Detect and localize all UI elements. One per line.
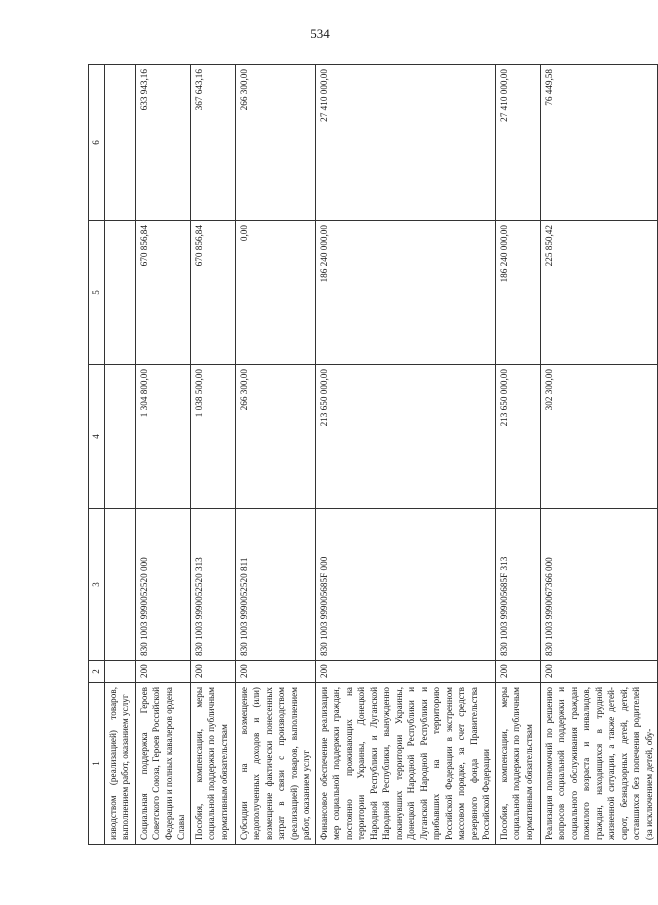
row-group-cell: 200 [190, 661, 235, 683]
page-number: 534 [310, 26, 330, 41]
row-assigned-cell: 213 650 000,00 [315, 365, 495, 509]
row-executed-cell: 670 856,84 [190, 221, 235, 365]
row-assigned-cell: 1 038 500,00 [190, 365, 235, 509]
row-remaining-cell: 27 410 000,00 [315, 65, 495, 221]
row-remaining-cell [104, 65, 135, 221]
row-group-cell [104, 661, 135, 683]
table-row [495, 65, 540, 845]
row-code-cell: 830 1003 9990052520 313 [190, 509, 235, 661]
row-executed-cell: 186 240 000,00 [315, 221, 495, 365]
column-header-2: 2 [89, 661, 105, 683]
table-row [104, 65, 135, 845]
row-code-cell: 830 1003 9990052520 000 [135, 509, 190, 661]
row-executed-cell: 186 240 000,00 [495, 221, 540, 365]
row-name-cell: Социальная поддержка Героев Советского Союза, Героев Российской Федерации и полных кавалеров ордена Славы [135, 683, 190, 845]
row-group-cell: 200 [315, 661, 495, 683]
table-row [190, 65, 235, 845]
row-remaining-cell: 266 300,00 [235, 65, 315, 221]
row-remaining-cell: 367 643,16 [190, 65, 235, 221]
row-name-cell: Пособия, компенсации, меры социальной поддержки по публичным нормативным обязательствам [495, 683, 540, 845]
table-row [235, 65, 315, 845]
row-code-cell: 830 1003 999005685F 313 [495, 509, 540, 661]
column-header-3: 3 [89, 509, 105, 661]
row-executed-cell [104, 221, 135, 365]
budget-execution-table [88, 64, 658, 845]
row-group-cell: 200 [540, 661, 658, 683]
row-assigned-cell [104, 365, 135, 509]
row-code-cell [104, 509, 135, 661]
column-header-1: 1 [89, 683, 105, 845]
column-header-6: 6 [89, 65, 105, 221]
table-row [315, 65, 495, 845]
row-remaining-cell: 76 449,58 [540, 65, 658, 221]
row-name-cell: Субсидии на возмещение недополученных доходов и (или) возмещение фактически понесенных затрат в связи с производством (реализацией) товаров, выполнением работ, оказанием услуг [235, 683, 315, 845]
row-name-cell: Финансовое обеспечение реализации мер социальной поддержки граждан, постоянно проживающих на территории Украины, Донецкой Народной Республики и Луганской Народной Республики, вынужденно покинувших территории Украины, Донецкой Народной Республики и Луганской Народной Республики и прибывших на территорию Российской Федерации в экстренном массовом порядке, за счет средств резервного фонда Правительства Российской Федерации [315, 683, 495, 845]
row-code-cell: 830 1003 9990067366 000 [540, 509, 658, 661]
row-code-cell: 830 1003 999005685F 000 [315, 509, 495, 661]
row-executed-cell: 670 856,84 [135, 221, 190, 365]
column-header-4: 4 [89, 365, 105, 509]
table-header-row [89, 65, 105, 845]
row-executed-cell: 0,00 [235, 221, 315, 365]
row-remaining-cell: 633 943,16 [135, 65, 190, 221]
row-group-cell: 200 [135, 661, 190, 683]
row-name-cell: Реализация полномочий по решению вопросов социальной поддержки и социального обслуживания граждан пожилого возраста и инвалидов, граждан, находящихся в трудной жизненной ситуации, а также детей-сирот, безнадзорных детей, детей, оставшихся без попечения родителей (за исключением детей, обу- [540, 683, 658, 845]
column-header-5: 5 [89, 221, 105, 365]
row-code-cell: 830 1003 9990052520 811 [235, 509, 315, 661]
row-assigned-cell: 213 650 000,00 [495, 365, 540, 509]
row-group-cell: 200 [235, 661, 315, 683]
table-row [135, 65, 190, 845]
row-group-cell: 200 [495, 661, 540, 683]
row-executed-cell: 225 850,42 [540, 221, 658, 365]
row-name-cell: изводством (реализацией) товаров, выполнением работ, оказанием услуг [104, 683, 135, 845]
table-row [540, 65, 658, 845]
row-assigned-cell: 1 304 800,00 [135, 365, 190, 509]
row-remaining-cell: 27 410 000,00 [495, 65, 540, 221]
row-assigned-cell: 266 300,00 [235, 365, 315, 509]
row-name-cell: Пособия, компенсации, меры социальной поддержки по публичным нормативным обязательствам [190, 683, 235, 845]
row-assigned-cell: 302 300,00 [540, 365, 658, 509]
